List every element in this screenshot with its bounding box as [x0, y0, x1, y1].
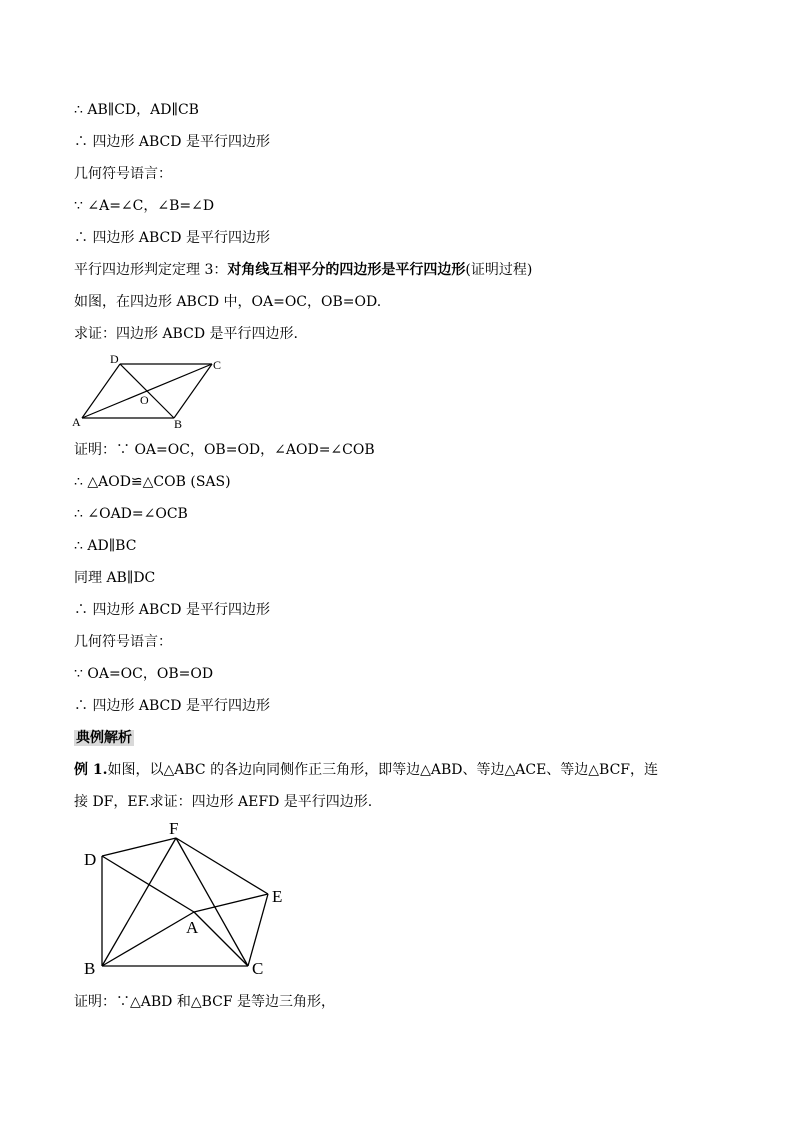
- line-17: ∴ 四边形 ABCD 是平行四边形: [74, 698, 270, 714]
- diagonal-bd: [120, 364, 174, 418]
- line-16: ∵ OA=OC，OB=OD: [74, 666, 214, 682]
- label-b: B: [174, 417, 183, 430]
- line-2: ∴ 四边形 ABCD 是平行四边形: [74, 134, 270, 150]
- theorem-3-suffix: (证明过程): [465, 262, 533, 278]
- segment-ac: [194, 912, 248, 966]
- label-o: O: [140, 393, 149, 407]
- label-a: A: [72, 415, 81, 429]
- example-1-line-2: 接 DF，EF.求证：四边形 AEFD 是平行四边形.: [74, 794, 373, 810]
- line-10: ∴ △AOD≌△COB (SAS): [74, 474, 231, 490]
- theorem-3-line: [74, 260, 532, 280]
- label-c: C: [213, 358, 222, 372]
- line-12: ∴ AD∥BC: [74, 538, 137, 554]
- label-f: F: [169, 819, 179, 838]
- segment-da: [102, 856, 194, 912]
- line-15: 几何符号语言：: [74, 634, 172, 650]
- line-5: ∴ 四边形 ABCD 是平行四边形: [74, 230, 270, 246]
- line-9: 证明：∵ OA=OC，OB=OD，∠AOD=∠COB: [74, 442, 375, 458]
- proof-start-line: 证明：∵△ABD 和△BCF 是等边三角形，: [74, 994, 336, 1010]
- figure-parallelogram: [70, 352, 230, 430]
- segment-df: [102, 838, 176, 856]
- segment-ae: [194, 894, 268, 912]
- figure-equilateral-triangles: [78, 816, 294, 980]
- line-7: 如图，在四边形 ABCD 中，OA=OC，OB=OD.: [74, 294, 382, 310]
- theorem-3-prefix: 平行四边形判定定理 3：: [74, 262, 228, 278]
- line-1: ∴ AB∥CD，AD∥CB: [74, 102, 199, 118]
- line-4: ∵ ∠A=∠C，∠B=∠D: [74, 198, 215, 214]
- theorem-3-statement: 对角线互相平分的四边形是平行四边形: [227, 262, 466, 278]
- label-d: D: [110, 352, 119, 366]
- label-d: D: [84, 850, 97, 869]
- segment-ec: [248, 894, 268, 966]
- line-14: ∴ 四边形 ABCD 是平行四边形: [74, 602, 270, 618]
- segment-fb: [102, 838, 176, 966]
- line-3: 几何符号语言：: [74, 166, 172, 182]
- line-8: 求证：四边形 ABCD 是平行四边形.: [74, 326, 298, 342]
- label-c: C: [252, 959, 264, 978]
- line-11: ∴ ∠OAD=∠OCB: [74, 506, 188, 522]
- example-1-text: 如图，以△ABC 的各边向同侧作正三角形，即等边△ABD、等边△ACE、等边△BCF，连: [107, 762, 659, 778]
- line-13: 同理 AB∥DC: [74, 570, 156, 586]
- label-b: B: [84, 959, 96, 978]
- segment-ba: [102, 912, 194, 966]
- segment-fe: [176, 838, 268, 894]
- label-e: E: [272, 887, 283, 906]
- section-heading: 典例解析: [76, 730, 132, 746]
- label-a: A: [186, 918, 199, 937]
- example-1-line-1: [74, 760, 658, 780]
- example-1-label: 例 1.: [74, 762, 108, 778]
- section-heading-line: [74, 728, 134, 748]
